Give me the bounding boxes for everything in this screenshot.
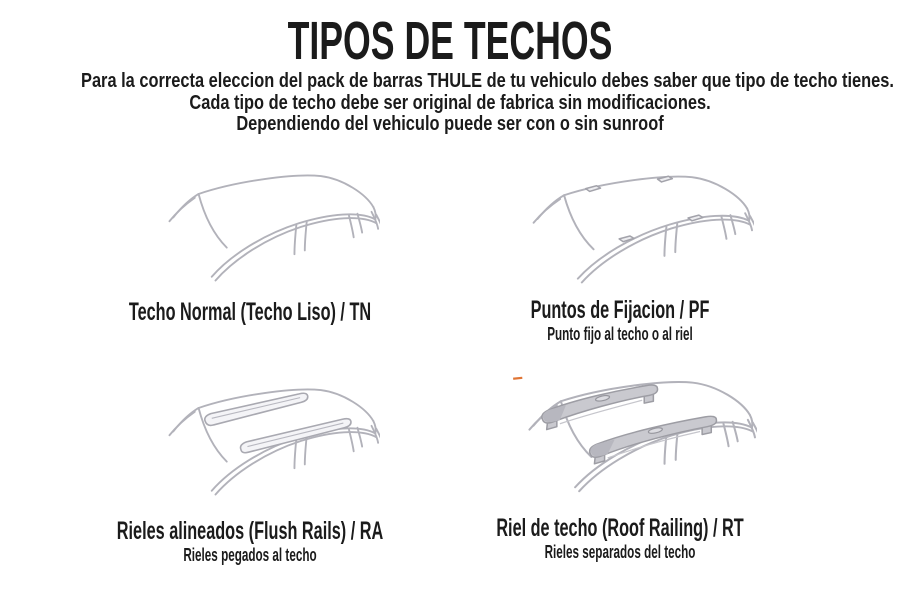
roof-type-sublabel-pf: Punto fijo al techo o al riel [547, 324, 693, 344]
roof-type-sublabel-rt: Rieles separados del techo [544, 542, 696, 562]
roof-flush-rails-illustration [145, 376, 380, 503]
roof-fixed-points-illustration [508, 163, 754, 291]
roof-type-label-rt: Riel de techo (Roof Railing) / RT [496, 514, 744, 542]
intro-line-1: Para la correcta eleccion del pack de barras THULE de tu vehiculo debes saber que tipo de techo tienes. [81, 70, 894, 92]
intro-line-3: Dependiendo del vehiculo puede ser con o sin sunroof [236, 113, 664, 135]
intro-paragraph [81, 70, 894, 136]
roof-normal-illustration [145, 162, 380, 289]
roof-raised-railing-illustration [503, 368, 757, 500]
intro-line-2: Cada tipo de techo debe ser original de fabrica sin modificaciones. [189, 91, 711, 114]
roof-type-sublabel-ra: Rieles pegados al techo [183, 545, 317, 565]
caption-puntos-fijacion [400, 297, 840, 344]
flush-rails [205, 393, 351, 452]
caption-riel-de-techo [400, 515, 840, 562]
roof-type-label-ra: Rieles alineados (Flush Rails) / RA [116, 517, 384, 545]
roof-type-label-tn: Techo Normal (Techo Liso) / TN [128, 298, 372, 326]
roof-type-label-pf: Puntos de Fijacion / PF [530, 296, 710, 324]
page-title: TIPOS DE TECHOS [287, 11, 613, 71]
stray-orange-mark [513, 378, 522, 379]
